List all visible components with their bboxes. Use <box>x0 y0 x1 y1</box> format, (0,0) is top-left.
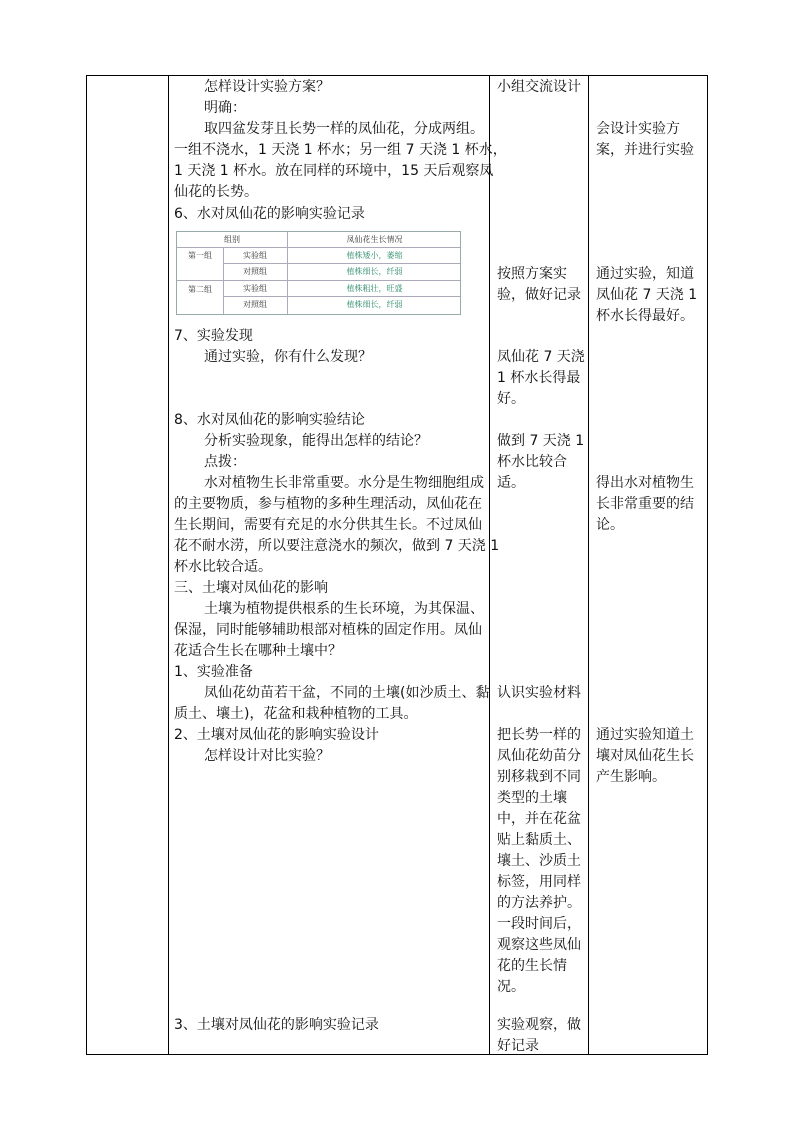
soil-intro-line: 土壤为植物提供根系的生长环境，为其保温、 <box>204 601 484 617</box>
column-divider-2 <box>489 75 490 1055</box>
conclusion-question: 分析实验现象，能得出怎样的结论？ <box>204 433 428 449</box>
record-row-type: 对照组 <box>243 267 267 276</box>
record-row-type: 对照组 <box>243 300 267 309</box>
hint-text-line: 花不耐水涝，所以要注意浇水的频次，做到 7 天浇 1 <box>174 538 500 554</box>
soil-intro-line: 花适合生长在哪种土壤中？ <box>174 643 342 659</box>
record-header-growth: 凤仙花生长情况 <box>346 235 403 244</box>
section-heading-prep: 1、实验准备 <box>174 664 253 680</box>
record-row-result: 植株细长，纤弱 <box>346 300 403 309</box>
record-group-1: 第一组 <box>188 251 212 260</box>
question-design-plan: 怎样设计实验方案？ <box>204 79 330 95</box>
plan-text-line: 1 天浇 1 杯水。放在同样的环境中，15 天后观察凤 <box>174 163 494 179</box>
prep-text-line: 质土、壤土)，花盆和栽种植物的工具。 <box>174 706 418 722</box>
prep-text-line: 凤仙花幼苗若干盆，不同的土壤(如沙质土、黏 <box>204 685 490 701</box>
column-divider-3 <box>588 75 589 1055</box>
section-heading-conclusion: 8、水对凤仙花的影响实验结论 <box>174 412 365 428</box>
soil-design-question: 怎样设计对比实验？ <box>204 748 330 764</box>
record-row-result: 植株粗壮，旺盛 <box>346 284 403 293</box>
student-activity-2: 按照方案实验，做好记录 <box>497 266 581 303</box>
section-heading-soil-design: 2、土壤对凤仙花的影响实验设计 <box>174 727 379 743</box>
record-row-result: 植株细长，纤弱 <box>346 267 403 276</box>
record-header-group: 组别 <box>224 235 240 244</box>
section-heading-finding: 7、实验发现 <box>174 328 253 344</box>
design-intent-4: 通过实验知道土壤对凤仙花生长产生影响。 <box>596 727 694 785</box>
hint-text-line: 水对植物生长非常重要。水分是生物细胞组成 <box>204 475 484 491</box>
finding-question: 通过实验，你有什么发现？ <box>204 349 372 365</box>
section-heading-soil-record: 3、土壤对凤仙花的影响实验记录 <box>174 1017 379 1033</box>
record-group-2: 第二组 <box>188 285 212 294</box>
clarify-label: 明确： <box>204 100 246 116</box>
column-divider-1 <box>168 75 169 1055</box>
student-activity-6: 把长势一样的凤仙花幼苗分别移栽到不同类型的土壤中，并在花盆贴上黏质土、壤土、沙质土标签，用同样的方法养护。一段时间后，观察这些凤仙花的生长情况。 <box>497 727 581 995</box>
hint-text-line: 的主要物质，参与植物的多种生理活动，凤仙花在 <box>174 496 482 512</box>
record-row-type: 实验组 <box>243 284 267 293</box>
record-row-result: 植株矮小，萎缩 <box>346 251 403 260</box>
design-intent-1: 会设计实验方案，并进行实验 <box>596 121 694 158</box>
section-heading-water-record: 6、水对凤仙花的影响实验记录 <box>174 206 365 222</box>
section-heading-soil: 三、土壤对凤仙花的影响 <box>174 580 328 596</box>
hint-text-line: 杯水比较合适。 <box>174 559 272 575</box>
soil-intro-line: 保湿，同时能够辅助根部对植株的固定作用。凤仙 <box>174 622 482 638</box>
student-activity-7: 实验观察，做好记录 <box>497 1017 581 1054</box>
design-intent-3: 得出水对植物生长非常重要的结论。 <box>596 475 694 533</box>
student-activity-3: 凤仙花 7 天浇 1 杯水长得最好。 <box>497 349 585 407</box>
plan-text-line: 仙花的长势。 <box>174 184 258 200</box>
plan-text-line: 取四盆发芽且长势一样的凤仙花，分成两组。 <box>204 121 484 137</box>
student-activity-1: 小组交流设计 <box>497 79 581 95</box>
record-row-type: 实验组 <box>243 251 267 260</box>
plan-text-line: 一组不浇水，1 天浇 1 杯水；另一组 7 天浇 1 杯水， <box>174 142 507 158</box>
student-activity-4: 做到 7 天浇 1 杯水比较合适。 <box>497 433 585 491</box>
hint-label: 点拨： <box>204 454 246 470</box>
design-intent-2: 通过实验，知道凤仙花 7 天浇 1 杯水长得最好。 <box>596 266 698 324</box>
hint-text-line: 生长期间，需要有充足的水分供其生长。不过凤仙 <box>174 517 482 533</box>
water-record-table <box>176 231 461 315</box>
student-activity-5: 认识实验材料 <box>497 685 581 701</box>
